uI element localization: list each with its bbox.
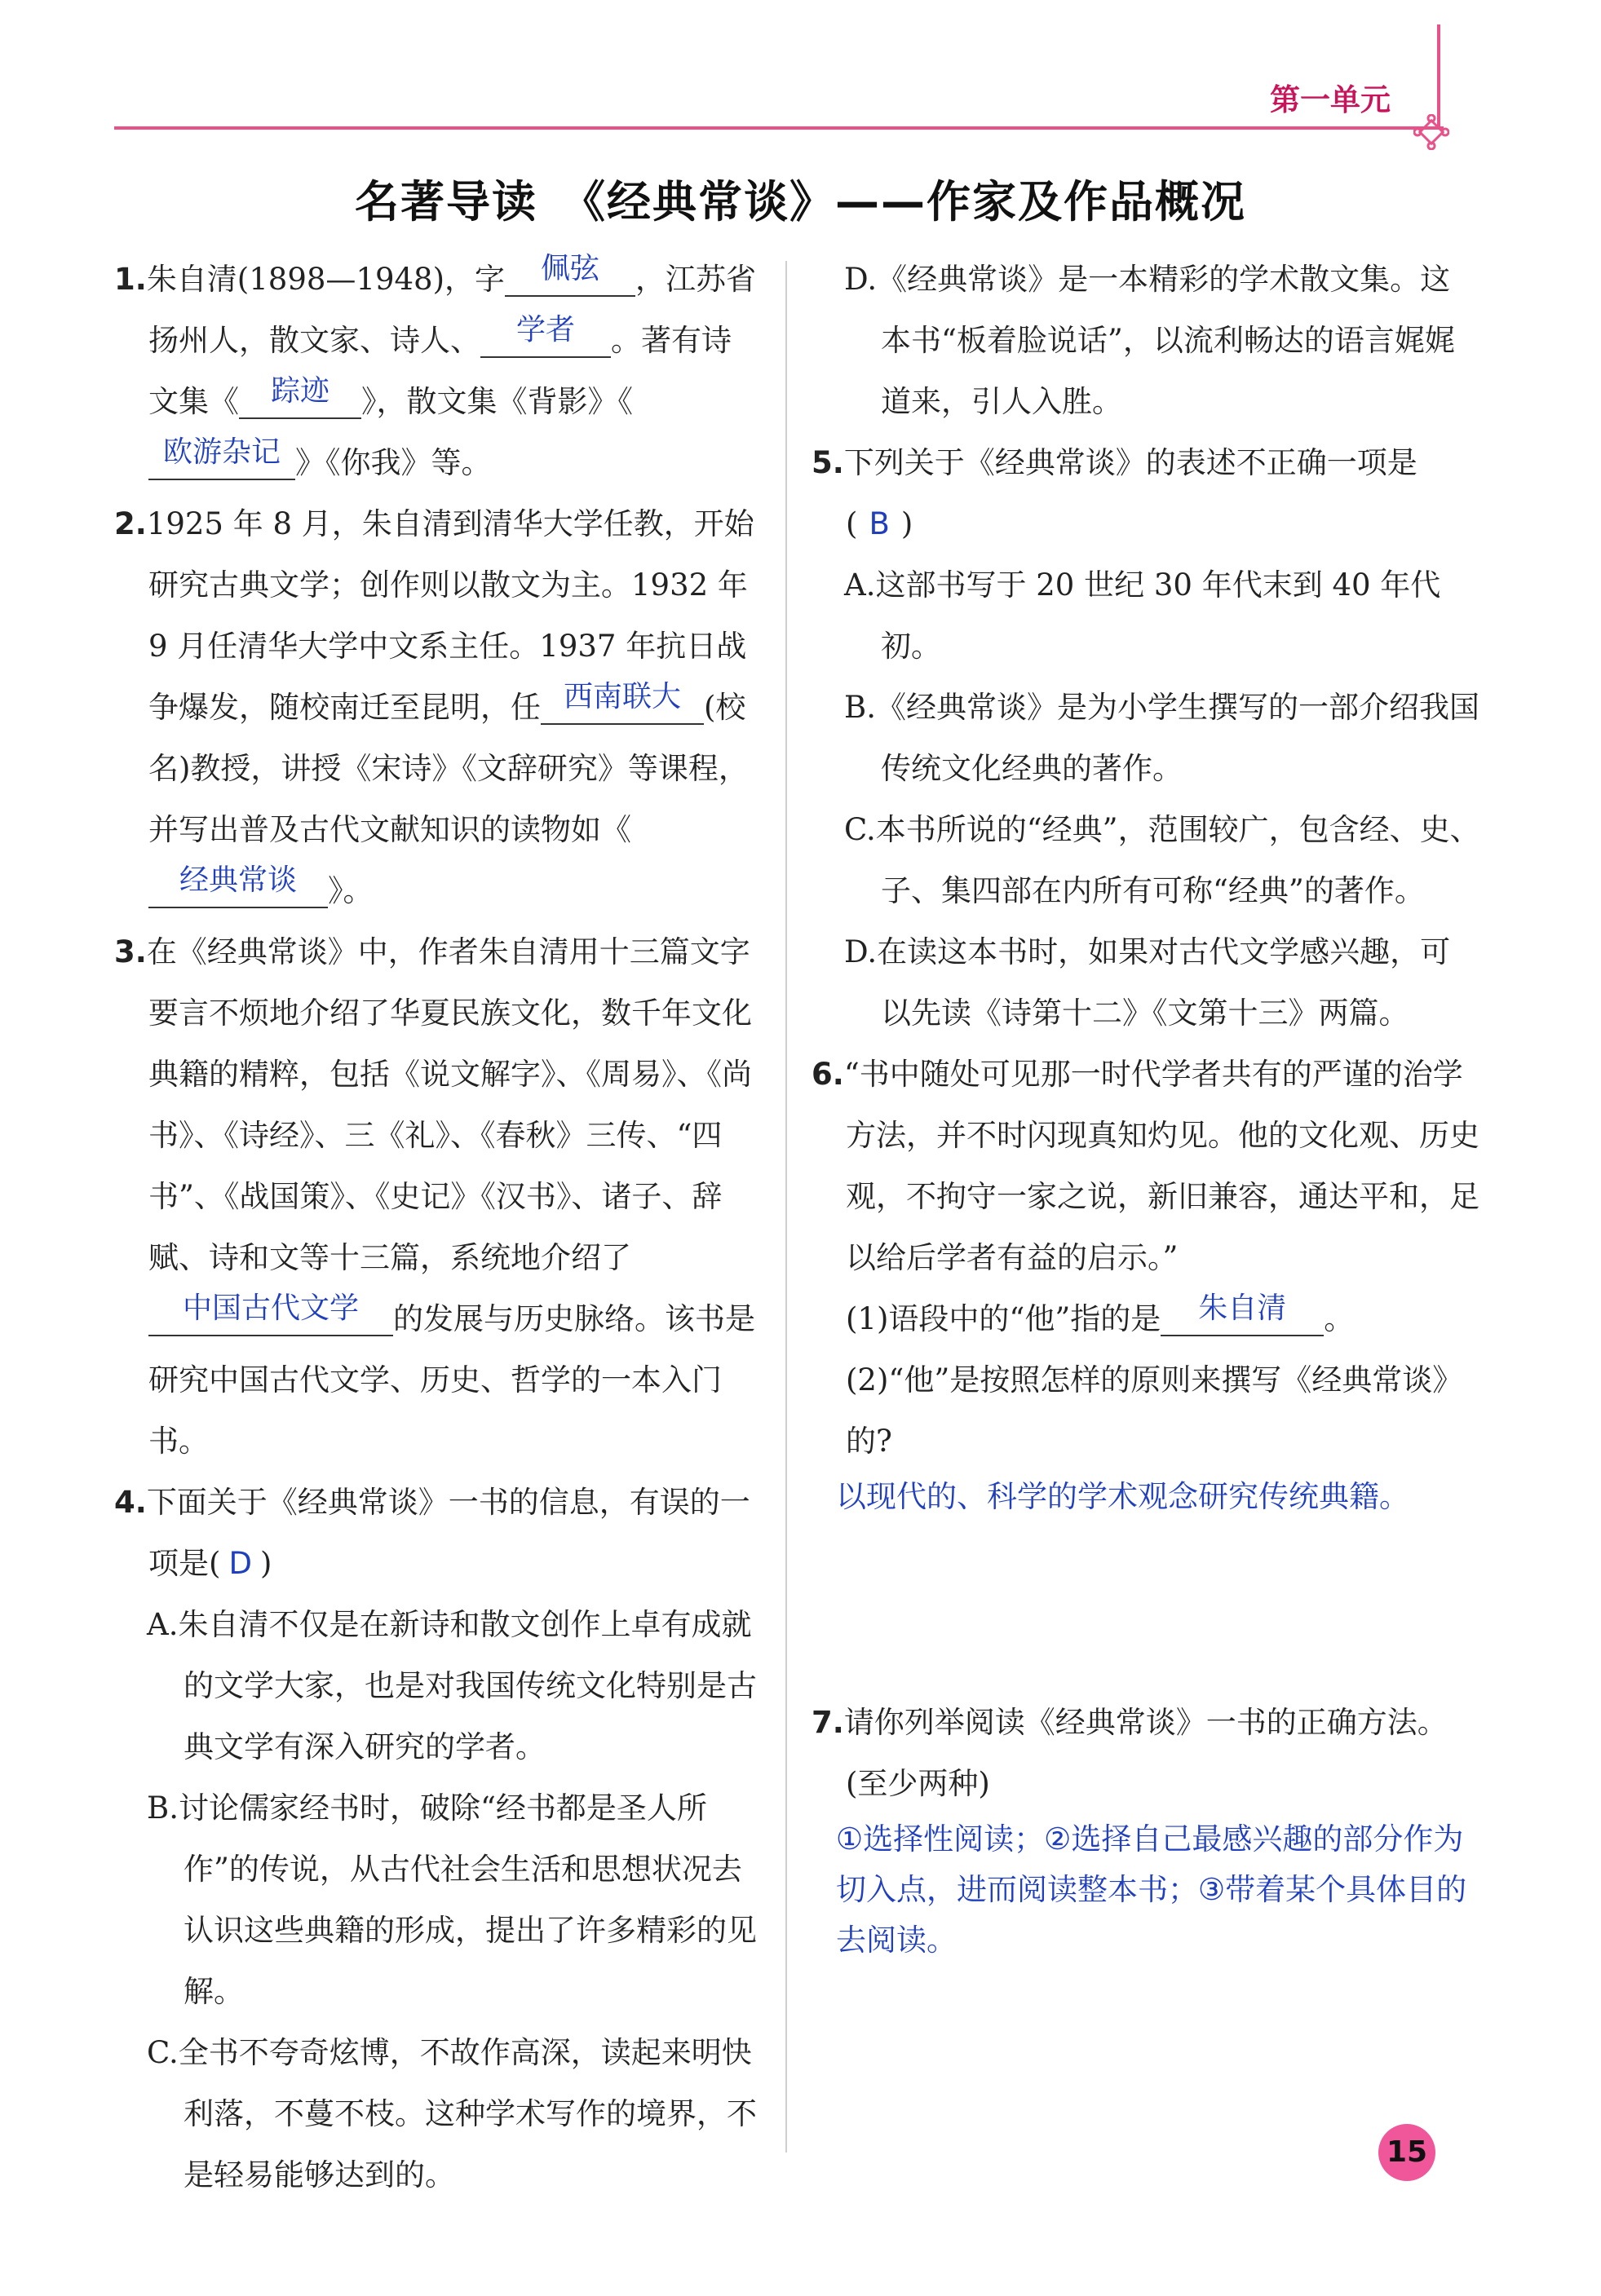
question-number: 5. (812, 445, 844, 480)
option-label: D. (844, 934, 878, 969)
question-text: 1925 年 8 月，朱自清到清华大学任教，开始研究古典文学；创作则以散文为主。1932 年 9 月任清华大学中文系主任。1937 年抗日战争爆发，随校南迁至昆明，任 (146, 506, 754, 725)
question-text: 下面关于《经典常谈》一书的信息，有误的一项是( (146, 1485, 750, 1581)
question-text: 请你列举阅读《经典常谈》一书的正确方法。 (843, 1705, 1448, 1740)
option-text: 《经典常谈》是一本精彩的学术散文集。这本书“板着脸说话”，以流利畅达的语言娓娓道来，引人入胜。 (877, 262, 1455, 419)
question-text: (1)语段中的“他”指的是 (846, 1301, 1161, 1336)
question-text: 的发展与历史脉络。该书是研究中国古代文学、历史、哲学的一本入门书。 (148, 1301, 755, 1459)
sub-question-1 (812, 1288, 1480, 1349)
option-c (114, 2022, 758, 2205)
question-text: ) (259, 1546, 272, 1581)
option-a (812, 554, 1480, 677)
option-label: A. (147, 1607, 179, 1642)
question-number: 1. (114, 262, 147, 297)
answer-text: 西南联大 (563, 680, 681, 713)
answer-text: 经典常谈 (179, 863, 297, 897)
option-label: B. (147, 1790, 179, 1826)
answer-blank[interactable] (480, 313, 611, 358)
question-1 (114, 249, 758, 493)
option-a (114, 1594, 758, 1777)
question-3 (114, 921, 758, 1472)
unit-label: 第一单元 (1270, 82, 1391, 117)
question-text: 。著有诗文集《 (148, 323, 732, 419)
option-label: C. (844, 812, 876, 847)
answer-text: 欧游杂记 (162, 435, 281, 469)
question-number: 2. (114, 506, 147, 541)
question-6 (812, 1044, 1480, 1288)
option-c (812, 799, 1480, 921)
choice-answer[interactable]: D (228, 1546, 252, 1581)
question-note: (至少两种) (846, 1766, 990, 1801)
question-text: 。 (1324, 1301, 1355, 1336)
question-number: 4. (114, 1485, 147, 1520)
option-text: 《经典常谈》是为小学生撰写的一部介绍我国传统文化经典的著作。 (875, 690, 1479, 786)
question-text: “书中随处可见那一时代学者共有的严谨的治学方法，并不时闪现真知灼见。他的文化观、历史观，不拘守一家之说，新旧兼容，通达平和，足以给后学者有益的启示。” (843, 1057, 1479, 1275)
question-text: ，江苏省扬州人，散文家、诗人、 (148, 262, 757, 358)
question-text: (2)“他”是按照怎样的原则来撰写《经典常谈》的? (846, 1362, 1463, 1459)
question-number: 3. (114, 934, 147, 969)
question-text: 朱自清(1898—1948)，字 (146, 262, 506, 297)
answer-blank[interactable] (148, 1292, 393, 1336)
question-number: 6. (812, 1057, 844, 1092)
option-text: 本书所说的“经典”，范围较广，包含经、史、子、集四部在内所有可称“经典”的著作。 (875, 812, 1480, 908)
question-text: 》《你我》等。 (295, 445, 492, 480)
answer-blank[interactable] (239, 374, 361, 419)
answer-area[interactable]: 以现代的、科学的学术观念研究传统典籍。 (836, 1479, 1409, 1514)
option-label: D. (844, 262, 878, 297)
page-title: 名著导读 《经典常谈》——作家及作品概况 (355, 176, 1246, 227)
option-label: B. (844, 690, 876, 725)
question-text: ) (900, 506, 913, 541)
option-text: 这部书写于 20 世纪 30 年代末到 40 年代初。 (875, 567, 1441, 664)
answer-blank[interactable] (148, 863, 328, 908)
chinese-knot-icon (1413, 114, 1449, 150)
option-label: C. (147, 2035, 179, 2070)
question-text: ( (846, 506, 858, 541)
option-b (114, 1777, 758, 2022)
choice-answer[interactable]: B (869, 506, 890, 541)
question-4 (114, 1472, 758, 1594)
question-text: 下列关于《经典常谈》的表述不正确一项是 (843, 445, 1417, 480)
header-vertical-rule (1437, 24, 1440, 129)
question-text: (校名)教授，讲授《宋诗》《文辞研究》等课程，并写出普及古代文献知识的读物如《 (148, 690, 749, 847)
answer-blank[interactable] (505, 252, 635, 297)
question-5 (812, 432, 1480, 554)
sub-question-2 (812, 1349, 1480, 1472)
answer-area[interactable]: ①选择性阅读；②选择自己最感兴趣的部分作为切入点，进而阅读整本书；③带着某个具体目的去阅读。 (836, 1821, 1467, 1958)
answer-blank[interactable] (1161, 1292, 1324, 1336)
option-b (812, 677, 1480, 799)
question-2 (114, 493, 758, 921)
question-7 (812, 1692, 1480, 1753)
page-number-badge: 15 (1378, 2124, 1435, 2181)
option-d (812, 249, 1480, 432)
answer-text: 踪迹 (270, 374, 329, 408)
option-label: A. (844, 567, 876, 603)
header-rule (114, 126, 1444, 130)
answer-text: 佩弦 (541, 252, 600, 285)
answer-text: 朱自清 (1198, 1292, 1287, 1325)
question-number: 7. (812, 1705, 844, 1740)
question-text: 在《经典常谈》中，作者朱自清用十三篇文字要言不烦地介绍了华夏民族文化，数千年文化典籍的精粹，包括《说文解字》、《周易》、《尚书》、《诗经》、三《礼》、《春秋》三传、“四书”、《战国策》、《史记》《汉书》、诸子、辞赋、诗和文等十三篇，系统地介绍了 (146, 934, 752, 1275)
option-text: 在读这本书时，如果对古代文学感兴趣，可以先读《诗第十二》《文第十三》两篇。 (877, 934, 1451, 1031)
option-text: 朱自清不仅是在新诗和散文创作上卓有成就的文学大家，也是对我国传统文化特别是古典文学有深入研究的学者。 (178, 1607, 757, 1764)
option-text: 讨论儒家经书时，破除“经书都是圣人所作”的传说，从古代社会生活和思想状况去认识这些典籍的形成，提出了许多精彩的见解。 (178, 1790, 757, 2009)
answer-blank[interactable] (541, 680, 704, 725)
option-text: 全书不夸奇炫博，不故作高深，读起来明快利落，不蔓不枝。这种学术写作的境界，不是轻易能够达到的。 (178, 2035, 757, 2192)
question-text: 》。 (328, 873, 374, 908)
right-column (812, 249, 1480, 1966)
answer-text: 中国古代文学 (182, 1292, 359, 1325)
answer-blank[interactable] (148, 435, 295, 480)
left-column (114, 249, 758, 2205)
answer-text: 学者 (515, 313, 575, 347)
question-text: 》，散文集《背影》《 (361, 384, 633, 419)
column-divider (785, 261, 787, 2152)
option-d (812, 921, 1480, 1044)
